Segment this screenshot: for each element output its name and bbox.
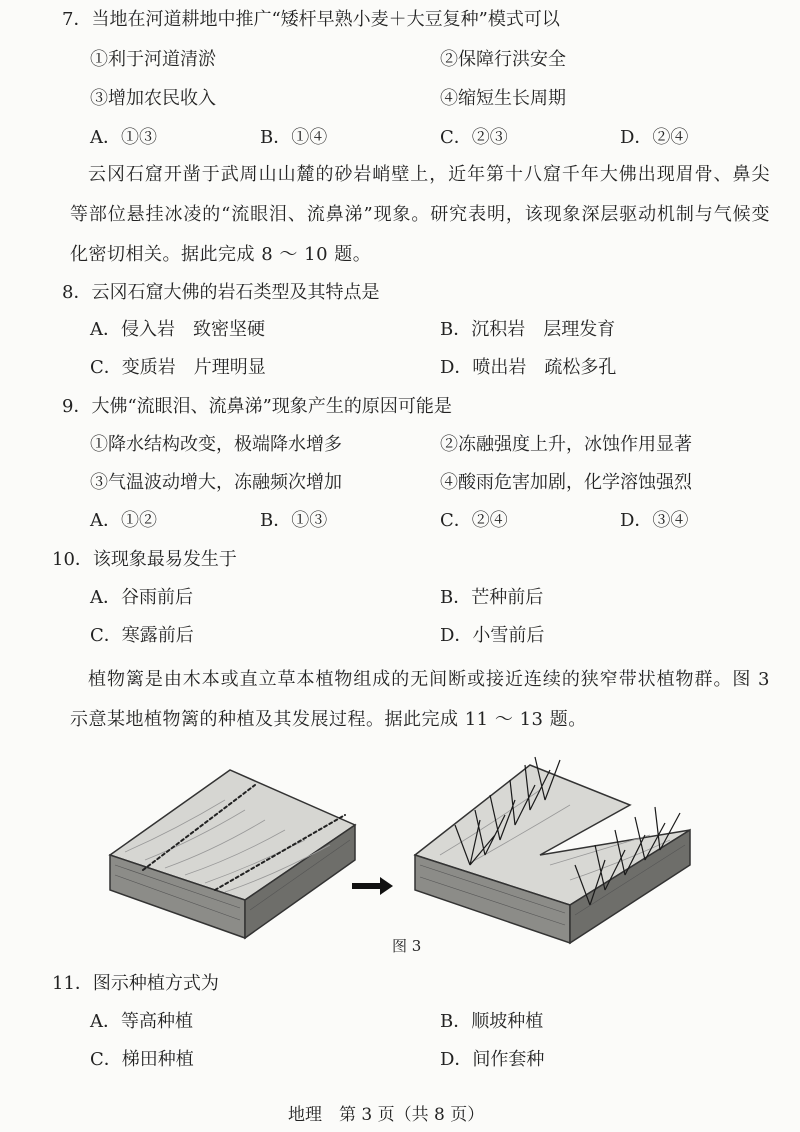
q11-option-b: B．顺坡种植 — [440, 1011, 544, 1032]
q9-option-b: B．①③ — [260, 510, 328, 531]
q7-item-2: ②保障行洪安全 — [440, 49, 566, 70]
passage-hedgerow: 植物篱是由木本或直立草本植物组成的无间断或接近连续的狭窄带状植物群。图 3 示意某地植物篱的种植及其发展过程。据此完成 11 ～ 13 题。 — [70, 669, 770, 730]
q10-option-c: C．寒露前后 — [90, 625, 194, 646]
q9-item-1: ①降水结构改变，极端降水增多 — [90, 434, 342, 455]
q11-stem: 11．图示种植方式为 — [52, 973, 219, 994]
q9-option-c: C．②④ — [440, 510, 508, 531]
figure-3-caption: 图 3 — [392, 937, 422, 955]
q8-option-b: B．沉积岩 层理发育 — [440, 319, 616, 340]
figure-3-developed-hedgerow — [410, 745, 700, 945]
q9-stem: 9．大佛“流眼泪、流鼻涕”现象产生的原因可能是 — [62, 396, 452, 417]
q10-stem: 10．该现象最易发生于 — [52, 549, 237, 570]
q9-item-2: ②冻融强度上升，冰蚀作用显著 — [440, 434, 692, 455]
q7-item-1: ①利于河道清淤 — [90, 49, 216, 70]
page-footer: 地理 第 3 页（共 8 页） — [288, 1105, 485, 1125]
q7-option-c: C．②③ — [440, 127, 508, 148]
q11-option-d: D．间作套种 — [440, 1049, 545, 1070]
q9-item-4: ④酸雨危害加剧，化学溶蚀强烈 — [440, 472, 692, 493]
q7-option-b: B．①④ — [260, 127, 328, 148]
q7-option-a: A．①③ — [90, 127, 157, 148]
q8-option-d: D．喷出岩 疏松多孔 — [440, 357, 617, 378]
q7-item-4: ④缩短生长周期 — [440, 88, 566, 109]
q9-item-3: ③气温波动增大，冻融频次增加 — [90, 472, 342, 493]
q8-stem: 8．云冈石窟大佛的岩石类型及其特点是 — [62, 282, 380, 303]
q11-option-a: A．等高种植 — [90, 1011, 193, 1032]
q8-option-c: C．变质岩 片理明显 — [90, 357, 266, 378]
q9-option-d: D．③④ — [620, 510, 689, 531]
q9-option-a: A．①② — [90, 510, 157, 531]
q10-option-a: A．谷雨前后 — [90, 587, 193, 608]
q11-option-c: C．梯田种植 — [90, 1049, 194, 1070]
q7-option-d: D．②④ — [620, 127, 689, 148]
figure-3-initial-hedgerow — [105, 760, 360, 940]
passage-yungang: 云冈石窟开凿于武周山山麓的砂岩峭壁上，近年第十八窟千年大佛出现眉骨、鼻尖等部位悬挂冰凌的“流眼泪、流鼻涕”现象。研究表明，该现象深层驱动机制与气候变化密切相关。据此完成 8 ～ 10 题。 — [70, 164, 770, 265]
arrow-icon — [350, 875, 395, 897]
q10-option-b: B．芒种前后 — [440, 587, 544, 608]
q7-stem: 7．当地在河道耕地中推广“矮杆早熟小麦＋大豆复种”模式可以 — [62, 9, 560, 30]
q10-option-d: D．小雪前后 — [440, 625, 545, 646]
q8-option-a: A．侵入岩 致密坚硬 — [90, 319, 265, 340]
q7-item-3: ③增加农民收入 — [90, 88, 216, 109]
